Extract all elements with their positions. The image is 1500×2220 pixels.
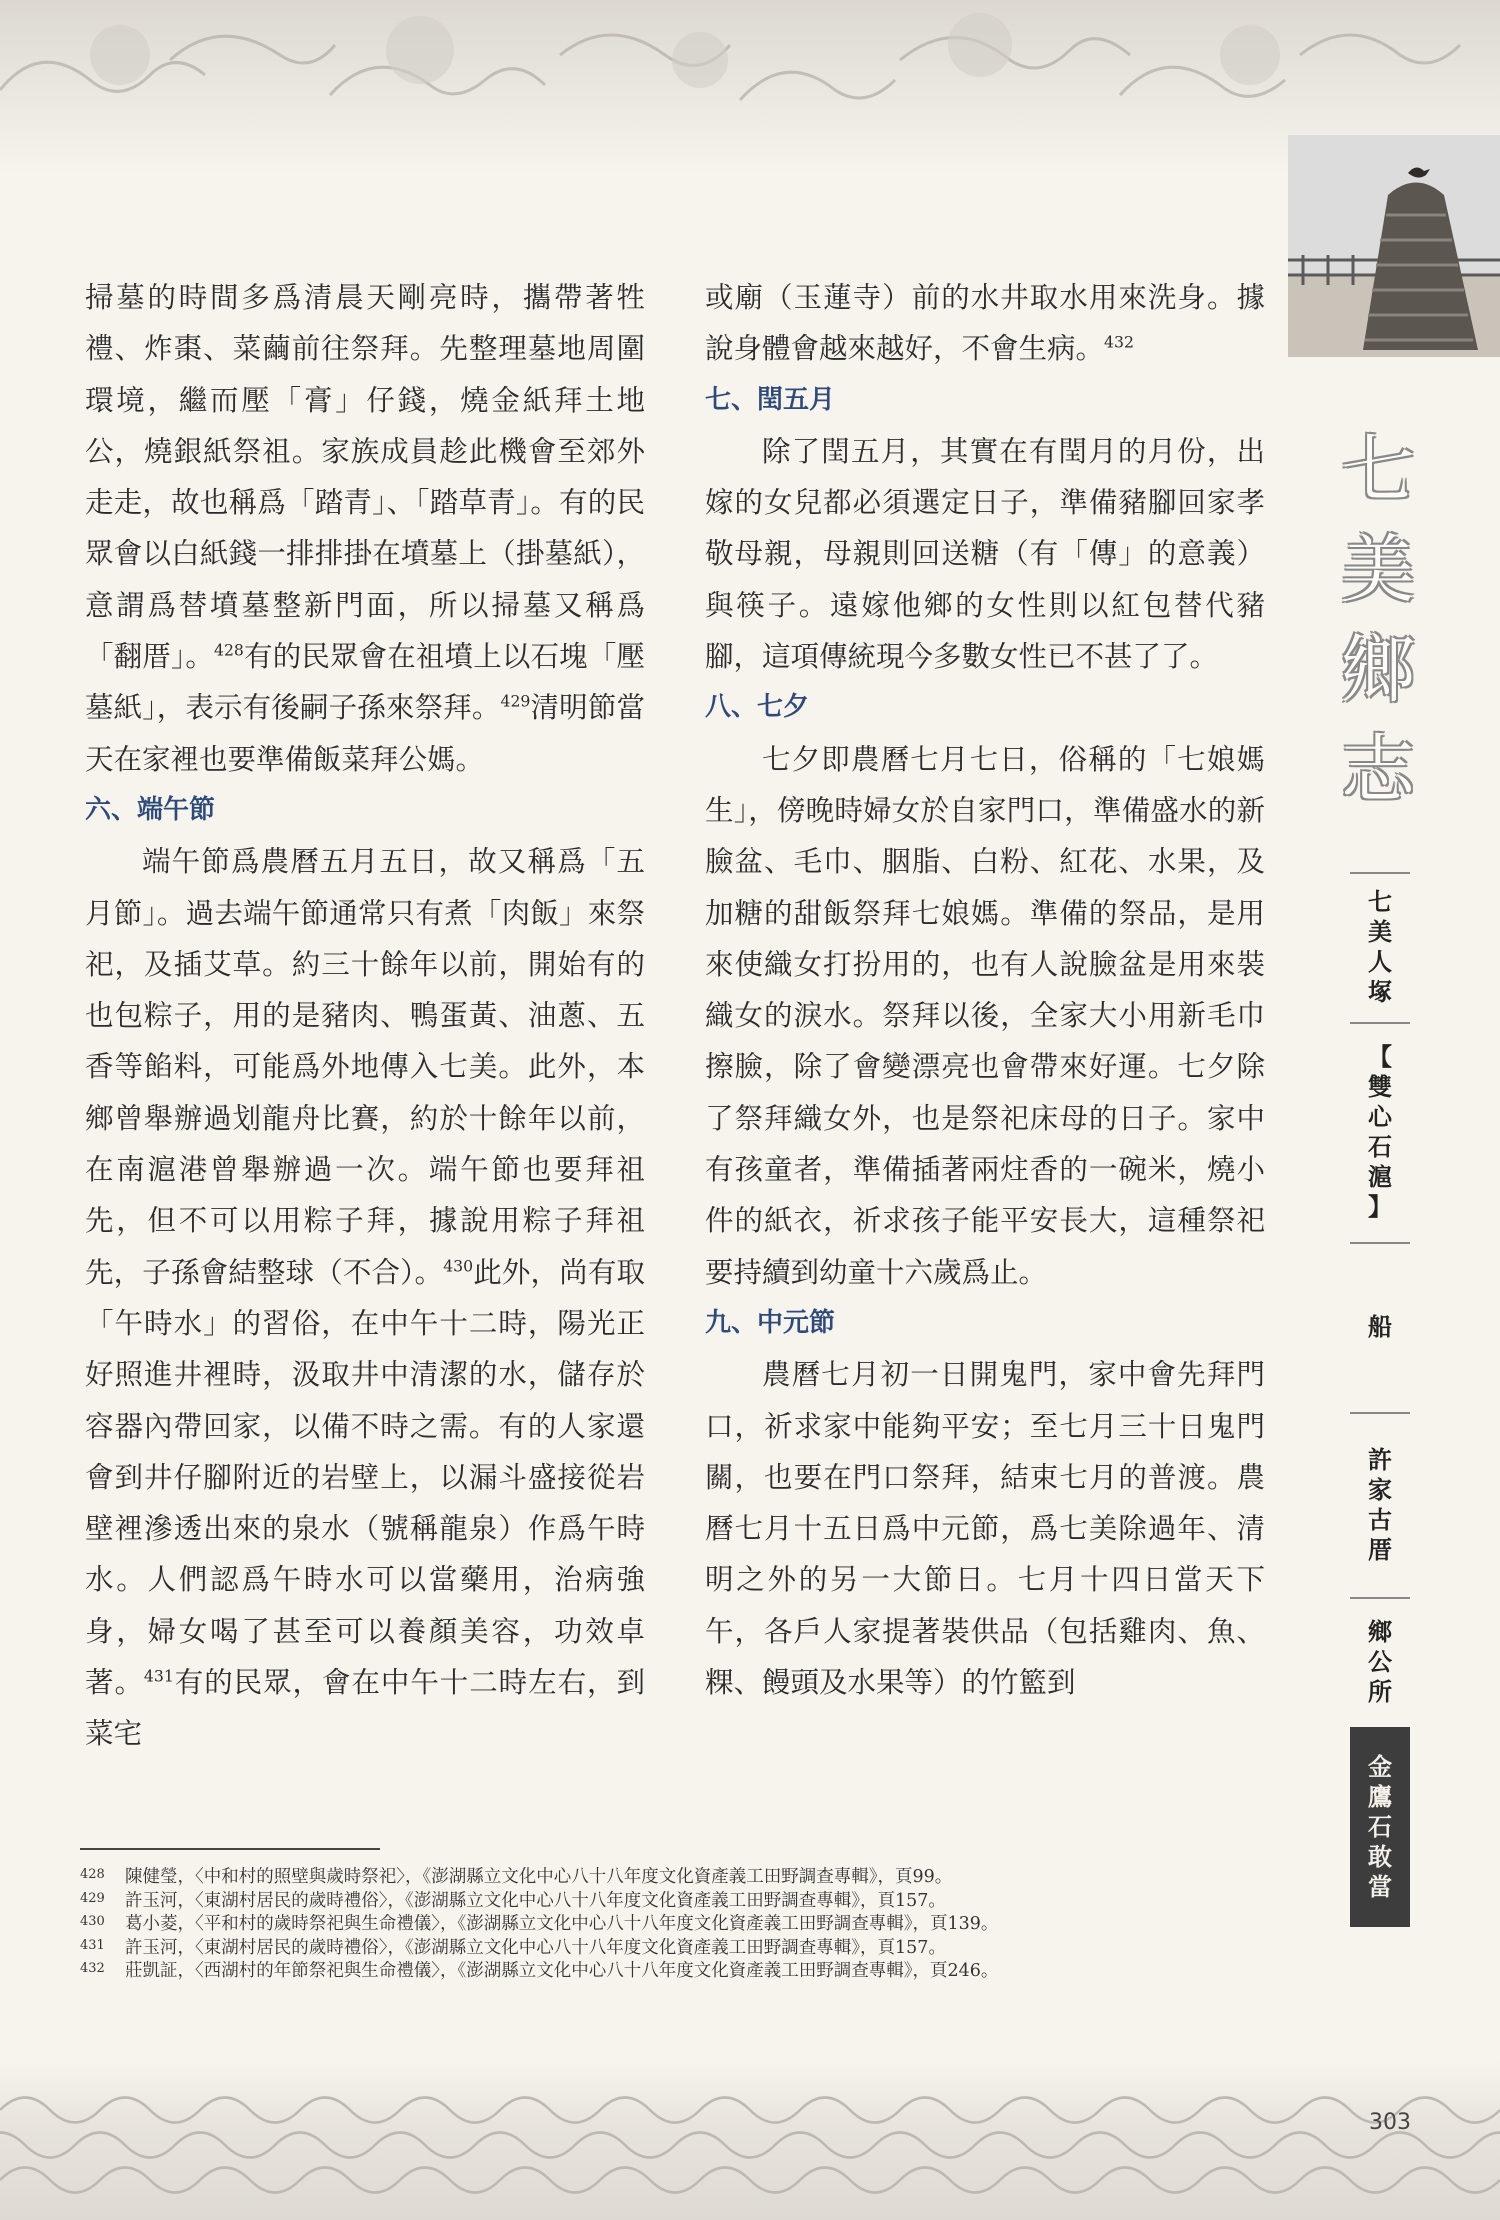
tab-label-char: 古 (1368, 1505, 1392, 1534)
footnote-text: 許玉河，〈東湖村居民的歲時禮俗〉，《澎湖縣立文化中心八十八年度文化資產義工田野調查專輯》，頁157。 (125, 1890, 946, 1911)
tab-label-char: 】 (1368, 1193, 1392, 1221)
tab-label (1368, 1752, 1392, 1902)
tab-label-char: 船 (1368, 1313, 1392, 1341)
footnote-text: 許玉河，〈東湖村居民的歲時禮俗〉，《澎湖縣立文化中心八十八年度文化資產義工田野調查專輯》，頁157。 (125, 1937, 946, 1958)
footnote-text: 陳健瑩，〈中和村的照壁與歲時祭祀〉，《澎湖縣立文化中心八十八年度文化資產義工田野調查專輯》，頁99。 (125, 1867, 953, 1887)
book-title-char: 美 (1341, 527, 1415, 613)
footnote-ref-430[interactable]: 430 (443, 1256, 474, 1276)
tab-label-char: 所 (1368, 1678, 1392, 1706)
footnote-number: 429 (80, 1890, 105, 1906)
tab-boat[interactable] (1350, 1242, 1410, 1414)
tab-label-char: 許 (1368, 1445, 1392, 1474)
book-title-char: 七 (1341, 427, 1415, 513)
tab-label-char: 石 (1368, 1133, 1392, 1161)
tab-label-char: 滬 (1368, 1163, 1392, 1191)
footnote-ref-429[interactable]: 429 (500, 691, 531, 711)
footnote-number: 430 (80, 1914, 105, 1929)
left-text-column (85, 272, 645, 1760)
footnote-item (80, 1960, 1230, 1984)
tab-label-char: 人 (1368, 948, 1392, 976)
tab-golden-eagle-stone[interactable] (1350, 1727, 1410, 1927)
tab-label-char: 公 (1368, 1648, 1392, 1676)
section-heading-dragon-boat: 六、端午節 (85, 794, 216, 825)
tab-twin-hearts-weir[interactable] (1350, 1022, 1410, 1244)
stone-cairn-photo (1288, 135, 1500, 357)
tab-label-char: 塚 (1368, 978, 1392, 1006)
section-heading-leap-fifth-month: 七、閏五月 (705, 384, 836, 415)
tab-label-char: 七 (1368, 888, 1392, 916)
tab-label-char: 鄉 (1368, 1618, 1392, 1646)
book-title-qimei-gazetteer (1318, 427, 1438, 813)
tab-label (1368, 1445, 1392, 1565)
tab-label (1368, 1617, 1392, 1707)
tab-label-char: 美 (1368, 918, 1392, 946)
footnote-text: 莊凱証，〈西湖村的年節祭祀與生命禮儀〉，《澎湖縣立文化中心八十八年度文化資產義工田野調查專輯》，頁246。 (125, 1961, 999, 1981)
footnote-number: 428 (80, 1867, 105, 1882)
tab-label-char: 厝 (1368, 1535, 1392, 1564)
footnote-item (80, 1937, 1230, 1961)
tab-label-char: 家 (1368, 1475, 1392, 1504)
footnotes (80, 1848, 1230, 1984)
book-title-char: 志 (1341, 727, 1415, 813)
tab-label-char: 心 (1368, 1103, 1392, 1131)
footnote-number: 432 (80, 1961, 105, 1976)
paragraph-dragon-boat: 端午節爲農曆五月五日，故又稱爲「五月節」。過去端午節通常只有煮「肉飯」來祭祀，及插艾草。約三十餘年以前，開始有的也包粽子，用的是豬肉、鴨蛋黃、油蔥、五香等餡料，可能爲外地傳入七美。此外，本鄉曾舉辦過划龍舟比賽，約於十餘年以前，在南滬港曾舉辦過一次。端午節也要拜祖先，但不可以用粽子拜，據說用粽子拜祖先，子孫會結整球（不合）。$^{430}$此外，尚有取「午時水」的習俗，在中午十二時，陽光正好照進井裡時，汲取井中清潔的水，儲存於容器內帶回家，以備不時之需。有的人家還會到井仔腳附近的岩壁上，以漏斗盛接從岩壁裡滲透出來的泉水（號稱龍泉）作爲午時水。人們認爲午時水可以當藥用，治病強身，婦女喝了甚至可以養顏美容，功效卓著。$^{431}$有的民眾，會在中午十二時左右，到菜宅 (85, 845, 645, 1751)
book-title-char: 鄉 (1341, 627, 1415, 713)
tab-label-char: 【 (1368, 1043, 1392, 1071)
tab-qimei-tomb[interactable] (1350, 872, 1410, 1024)
footnote-ref-432[interactable]: 432 (1104, 332, 1134, 352)
tab-label-char: 當 (1368, 1873, 1392, 1901)
tab-township-office[interactable] (1350, 1597, 1410, 1729)
top-cloud-decoration (0, 0, 1500, 175)
chapter-tab-sidebar (1350, 872, 1410, 2055)
footnote-item (80, 1913, 1230, 1937)
footnote-ref-431[interactable]: 431 (143, 1666, 174, 1686)
tab-label-char: 鷹 (1368, 1783, 1392, 1811)
tab-label (1368, 1312, 1392, 1342)
footnote-item (80, 1866, 1230, 1890)
footnote-divider (80, 1848, 380, 1850)
tab-label (1368, 1042, 1392, 1222)
paragraph-tomb-sweeping: 掃墓的時間多爲清晨天剛亮時，攜帶著牲禮、炸棗、菜繭前往祭拜。先整理墓地周圍環境，繼而壓「膏」仔錢，燒金紙拜土地公，燒銀紙祭祖。家族成員趁此機會至郊外走走，故也稱爲「踏青」、「踏草青」。有的民眾會以白紙錢一排排掛在墳墓上（掛墓紙），意謂爲替墳墓整新門面，所以掃墓又稱爲「翻厝」。$^{428}$有的民眾會在祖墳上以石塊「壓墓紙」，表示有後嗣子孫來祭拜。$^{429}$清明節當天在家裡也要準備飯菜拜公媽。 (85, 281, 645, 776)
tab-label-char: 石 (1368, 1813, 1392, 1841)
paragraph-well-water: 或廟（玉蓮寺）前的水井取水用來洗身。據說身體會越來越好，不會生病。$^{432}$ (705, 281, 1265, 366)
footnote-item (80, 1890, 1230, 1914)
tab-label-char: 金 (1368, 1753, 1392, 1781)
paragraph-leap-fifth-month: 除了閏五月，其實在有閏月的月份，出嫁的女兒都必須選定日子，準備豬腳回家孝敬母親，母親則回送糖（有「傳」的意義）與筷子。遠嫁他鄉的女性則以紅包替代豬腳，這項傳統現今多數女性已不甚了了。 (705, 434, 1265, 674)
section-heading-qixi: 八、七夕 (705, 692, 810, 723)
paragraph-ghost-festival: 農曆七月初一日開鬼門，家中會先拜門口，祈求家中能夠平安；至七月三十日鬼門關，也要在門口祭拜，結束七月的普渡。農曆七月十五日爲中元節，爲七美除過年、清明之外的另一大節日。七月十四日當天下午，各戶人家提著裝供品（包括雞肉、魚、粿、饅頭及水果等）的竹籃到 (705, 1358, 1265, 1700)
tab-label (1368, 887, 1392, 1007)
footnote-text: 葛小菱，〈平和村的歲時祭祀與生命禮儀〉，《澎湖縣立文化中心八十八年度文化資產義工田野調查專輯》，頁139。 (125, 1914, 999, 1934)
paragraph-qixi: 七夕即農曆七月七日，俗稱的「七娘媽生」，傍晚時婦女於自家門口，準備盛水的新臉盆、毛巾、胭脂、白粉、紅花、水果，及加糖的甜飯祭拜七娘媽。準備的祭品，是用來使織女打扮用的，也有人說臉盆是用來裝織女的淚水。祭拜以後，全家大小用新毛巾擦臉，除了會變漂亮也會帶來好運。七夕除了祭拜織女外，也是祭祀床母的日子。家中有孩童者，準備插著兩炷香的一碗米，燒小件的紙衣，祈求孩子能平安長大，這種祭祀要持續到幼童十六歲爲止。 (705, 742, 1265, 1289)
bottom-wave-decoration (0, 2060, 1500, 2220)
right-text-column (705, 272, 1265, 1708)
page-number: 303 (1369, 2110, 1411, 2135)
section-heading-ghost-festival: 九、中元節 (705, 1307, 836, 1338)
footnote-ref-428[interactable]: 428 (214, 640, 244, 660)
footnote-number: 431 (80, 1937, 105, 1953)
tab-label-char: 雙 (1368, 1073, 1392, 1101)
tab-xu-family-house[interactable] (1350, 1412, 1410, 1599)
tab-label-char: 敢 (1368, 1843, 1392, 1871)
